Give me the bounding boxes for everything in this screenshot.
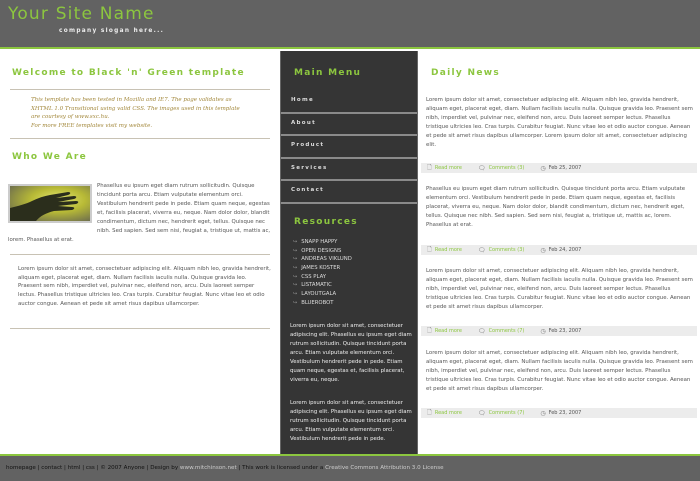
document-icon: 🗋 bbox=[427, 409, 432, 416]
who-we-are-body: Phasellus eu ipsum eget diam rutrum sollicitudin. Quisque tincidunt porta arcu. Etiam vulputate elementum orci. Vestibulum hendrerit pede in pede. Etiam quam neque, egestas et, facilisis placerat, viverra eu, neque. Nam dolor dolor, blandit condimentum, dictum nec, hendrerit eget, tellus. Quisque nec nibh. Sed sapien. Sed sem nisi, feugiat a, tristique ut, mattis ac, lorem. Phasellus at erat. bbox=[8, 183, 271, 243]
document-icon: 🗋 bbox=[427, 164, 432, 171]
notice-line: XHTML 1.0 Transitional using valid CSS. The images used in this template bbox=[31, 105, 240, 112]
resource-link[interactable] bbox=[293, 300, 352, 309]
news-post-text: Phasellus eu ipsum eget diam rutrum sollicitudin. Quisque tincidunt porta arcu. Etiam vulputate elementum orci. Vestibulum hendrerit pede in pede. Etiam quam neque, egestas et, facilisis placerat, viverra eu, neque. Nam dolor dolor, blandit condimentum, dictum nec, hendrerit eget, tellus. Quisque nec nibh. Sed sapien. Sed sem nisi, feugiat a, tristique ut, mattis ac, lorem. Phasellus at erat. bbox=[426, 186, 686, 228]
right-column bbox=[418, 51, 700, 454]
license-prefix: This work is licensed under a bbox=[242, 465, 324, 471]
footer-link-html[interactable]: html bbox=[67, 465, 81, 471]
site-slogan: company slogan here... bbox=[59, 28, 165, 34]
resource-label: ANDREAS VIKLUND bbox=[301, 256, 352, 263]
notice-line: This template has been tested in Mozilla and IE7. The page validates as bbox=[31, 97, 232, 103]
footer-line bbox=[6, 465, 444, 471]
clock-icon: ◷ bbox=[540, 246, 546, 254]
resources-list bbox=[293, 239, 352, 309]
site-name[interactable]: Your Site Name bbox=[8, 4, 155, 24]
arrow-icon: ↪ bbox=[293, 265, 298, 272]
resource-link[interactable] bbox=[293, 274, 352, 283]
arrow-icon: ↪ bbox=[293, 247, 298, 254]
post-meta bbox=[421, 163, 697, 173]
read-more-link[interactable]: Read more bbox=[434, 247, 462, 253]
comments-link[interactable]: Comments (7) bbox=[488, 328, 525, 334]
hand-image bbox=[8, 184, 92, 223]
footer-link-css[interactable]: css bbox=[85, 465, 95, 471]
resource-label: LISTAMATIC bbox=[301, 282, 332, 289]
news-post-text: Lorem ipsum dolor sit amet, consectetuer adipiscing elit. Aliquam nibh leo, gravida hendrerit, aliquam eget, placerat eget, diam. Nullam facilisis iaculis nulla. Quisque gravida leo. Praesent sem nibh, imperdiet vel, pulvinar nec, eleifend non, arcu. Duis laoreet semper lectus. Phasellus tristique ultricies leo. Cras turpis. Curabitur feugiat. Nunc vitae leo et odio auctor congue. Aenean et pede sit amet risus dapibus ullamcorper. bbox=[426, 350, 693, 392]
divider bbox=[10, 89, 270, 90]
resource-link[interactable] bbox=[293, 256, 352, 265]
resource-label: LAYOUTGALA bbox=[301, 291, 337, 298]
document-icon: 🗋 bbox=[427, 246, 432, 253]
resource-link[interactable] bbox=[293, 239, 352, 248]
resource-label: SNAPP HAPPY bbox=[301, 239, 338, 245]
clock-icon: ◷ bbox=[540, 164, 546, 172]
post-date: Feb 24, 2007 bbox=[548, 247, 582, 253]
middle-column bbox=[280, 51, 418, 454]
divider bbox=[10, 328, 270, 329]
comment-icon: 🗨 bbox=[477, 327, 486, 335]
post-date: Feb 23, 2007 bbox=[548, 328, 582, 334]
daily-news-title: Daily News bbox=[431, 68, 501, 78]
clock-icon: ◷ bbox=[540, 327, 546, 335]
hand-silhouette-icon bbox=[10, 186, 90, 221]
post-meta bbox=[421, 245, 697, 255]
arrow-icon: ↪ bbox=[293, 291, 298, 298]
footer-link-contact[interactable]: contact bbox=[41, 465, 63, 471]
resource-link[interactable] bbox=[293, 291, 352, 300]
read-more-link[interactable]: Read more bbox=[434, 165, 462, 171]
menu-item-services[interactable]: Services bbox=[281, 159, 417, 182]
welcome-title: Welcome to Black 'n' Green template bbox=[12, 68, 245, 78]
resource-link[interactable] bbox=[293, 265, 352, 274]
post-date: Feb 23, 2007 bbox=[548, 410, 582, 416]
arrow-icon: ↪ bbox=[293, 282, 298, 289]
arrow-icon: ↪ bbox=[293, 256, 298, 263]
menu-item-contact[interactable]: Contact bbox=[281, 181, 417, 204]
menu-item-about[interactable]: About bbox=[281, 114, 417, 137]
footer bbox=[0, 454, 700, 481]
separator: | bbox=[146, 465, 149, 471]
separator: | bbox=[238, 465, 241, 471]
lorem-box: Lorem ipsum dolor sit amet, consectetuer adipiscing elit. Aliquam nibh leo, gravida hendrerit, aliquam eget, placerat eget, diam. Nullam facilisis iaculis nulla. Quisque gravida leo. Praesent sem nibh, imperdiet vel, pulvinar nec, eleifend non, arcu. Duis laoreet semper lectus. Phasellus tristique ultricies leo. Cras turpis. Curabitur feugiat. Nunc vitae leo et odio auctor congue. Aenean et pede sit amet risus dapibus ullamcorper. bbox=[18, 266, 271, 307]
resources-title: Resources bbox=[294, 217, 358, 227]
read-more-link[interactable]: Read more bbox=[434, 328, 462, 334]
resource-label: CSS PLAY bbox=[301, 273, 327, 280]
resource-label: OPEN DESIGNS bbox=[301, 247, 342, 254]
post-meta bbox=[421, 326, 697, 336]
menu-item-home[interactable]: Home bbox=[281, 91, 417, 114]
sidebar-text: Lorem ipsum dolor sit amet, consectetuer adipiscing elit. Phasellus eu ipsum eget diam rutrum sollicitudin. Quisque tincidunt porta arcu. Etiam vulputate elementum orci. Vestibulum hendrerit pede in pede. Etiam quam neque, egestas et, facilisis placerat, viverra eu, neque. bbox=[290, 323, 412, 383]
footer-link-homepage[interactable]: homepage bbox=[6, 465, 36, 471]
menu-item-product[interactable]: Product bbox=[281, 136, 417, 159]
news-post-text: Lorem ipsum dolor sit amet, consectetuer adipiscing elit. Aliquam nibh leo, gravida hendrerit, aliquam eget, placerat eget, diam. Nullam facilisis iaculis nulla. Quisque gravida leo. Praesent sem nibh, imperdiet vel, pulvinar nec, eleifend non, arcu. Duis laoreet semper lectus. Phasellus tristique ultricies leo. Cras turpis. Curabitur feugiat. Nunc vitae leo et odio auctor congue. Aenean et pede sit amet risus dapibus ullamcorper. bbox=[426, 268, 693, 310]
main-menu bbox=[281, 91, 417, 204]
post-meta bbox=[421, 408, 697, 418]
sidebar-text: Lorem ipsum dolor sit amet, consectetuer adipiscing elit. Phasellus eu ipsum eget diam rutrum sollicitudin. Quisque tincidunt porta arcu. Etiam vulputate elementum orci. Vestibulum hendrerit pede in pede. bbox=[290, 400, 412, 442]
who-we-are-title: Who We Are bbox=[12, 152, 88, 162]
left-column bbox=[0, 51, 280, 454]
resource-link[interactable] bbox=[293, 282, 352, 291]
divider bbox=[10, 254, 270, 255]
separator: | bbox=[82, 465, 85, 471]
header bbox=[0, 0, 700, 49]
arrow-icon: ↪ bbox=[293, 239, 298, 245]
resource-label: BLUEROBOT bbox=[301, 299, 334, 306]
copyright: © 2007 Anyone bbox=[100, 465, 145, 471]
comment-icon: 🗨 bbox=[477, 164, 486, 172]
post-date: Feb 25, 2007 bbox=[548, 165, 582, 171]
resource-link[interactable] bbox=[293, 248, 352, 257]
arrow-icon: ↪ bbox=[293, 273, 298, 280]
design-by-label: Design by bbox=[150, 465, 179, 471]
comments-link[interactable]: Comments (3) bbox=[488, 165, 525, 171]
clock-icon: ◷ bbox=[540, 409, 546, 417]
comment-icon: 🗨 bbox=[477, 409, 486, 417]
comment-icon: 🗨 bbox=[477, 246, 486, 254]
read-more-link[interactable]: Read more bbox=[434, 410, 462, 416]
separator: | bbox=[96, 465, 99, 471]
separator: | bbox=[37, 465, 40, 471]
separator: | bbox=[64, 465, 66, 471]
news-post-text: Lorem ipsum dolor sit amet, consectetuer adipiscing elit. Aliquam nibh leo, gravida hendrerit, aliquam eget, placerat eget, diam. Nullam facilisis iaculis nulla. Quisque gravida leo. Praesent sem nibh, imperdiet vel, pulvinar nec, eleifend non, arcu. Duis laoreet semper lectus. Phasellus tristique ultricies leo. Cras turpis. Curabitur feugiat. Nunc vitae leo et odio auctor congue. Aenean et pede sit amet risus dapibus ullamcorper. Lorem ipsum dolor sit amet, consectetuer adipiscing elit. bbox=[426, 97, 693, 148]
license-link[interactable]: Creative Commons Attribution 3.0 License bbox=[325, 465, 444, 471]
template-notice bbox=[31, 96, 271, 131]
document-icon: 🗋 bbox=[427, 327, 432, 334]
arrow-icon: ↪ bbox=[293, 299, 298, 306]
comments-link[interactable]: Comments (3) bbox=[488, 247, 525, 253]
notice-line: are courtesy of www.sxc.hu. bbox=[31, 114, 110, 121]
designer-link[interactable]: www.mitchinson.net bbox=[179, 465, 237, 471]
comments-link[interactable]: Comments (7) bbox=[488, 410, 525, 416]
notice-line: For more FREE templates visit my website. bbox=[31, 123, 153, 130]
main-menu-title: Main Menu bbox=[294, 68, 362, 78]
resource-label: JAMES KOSTER bbox=[301, 265, 341, 272]
divider bbox=[10, 138, 270, 139]
